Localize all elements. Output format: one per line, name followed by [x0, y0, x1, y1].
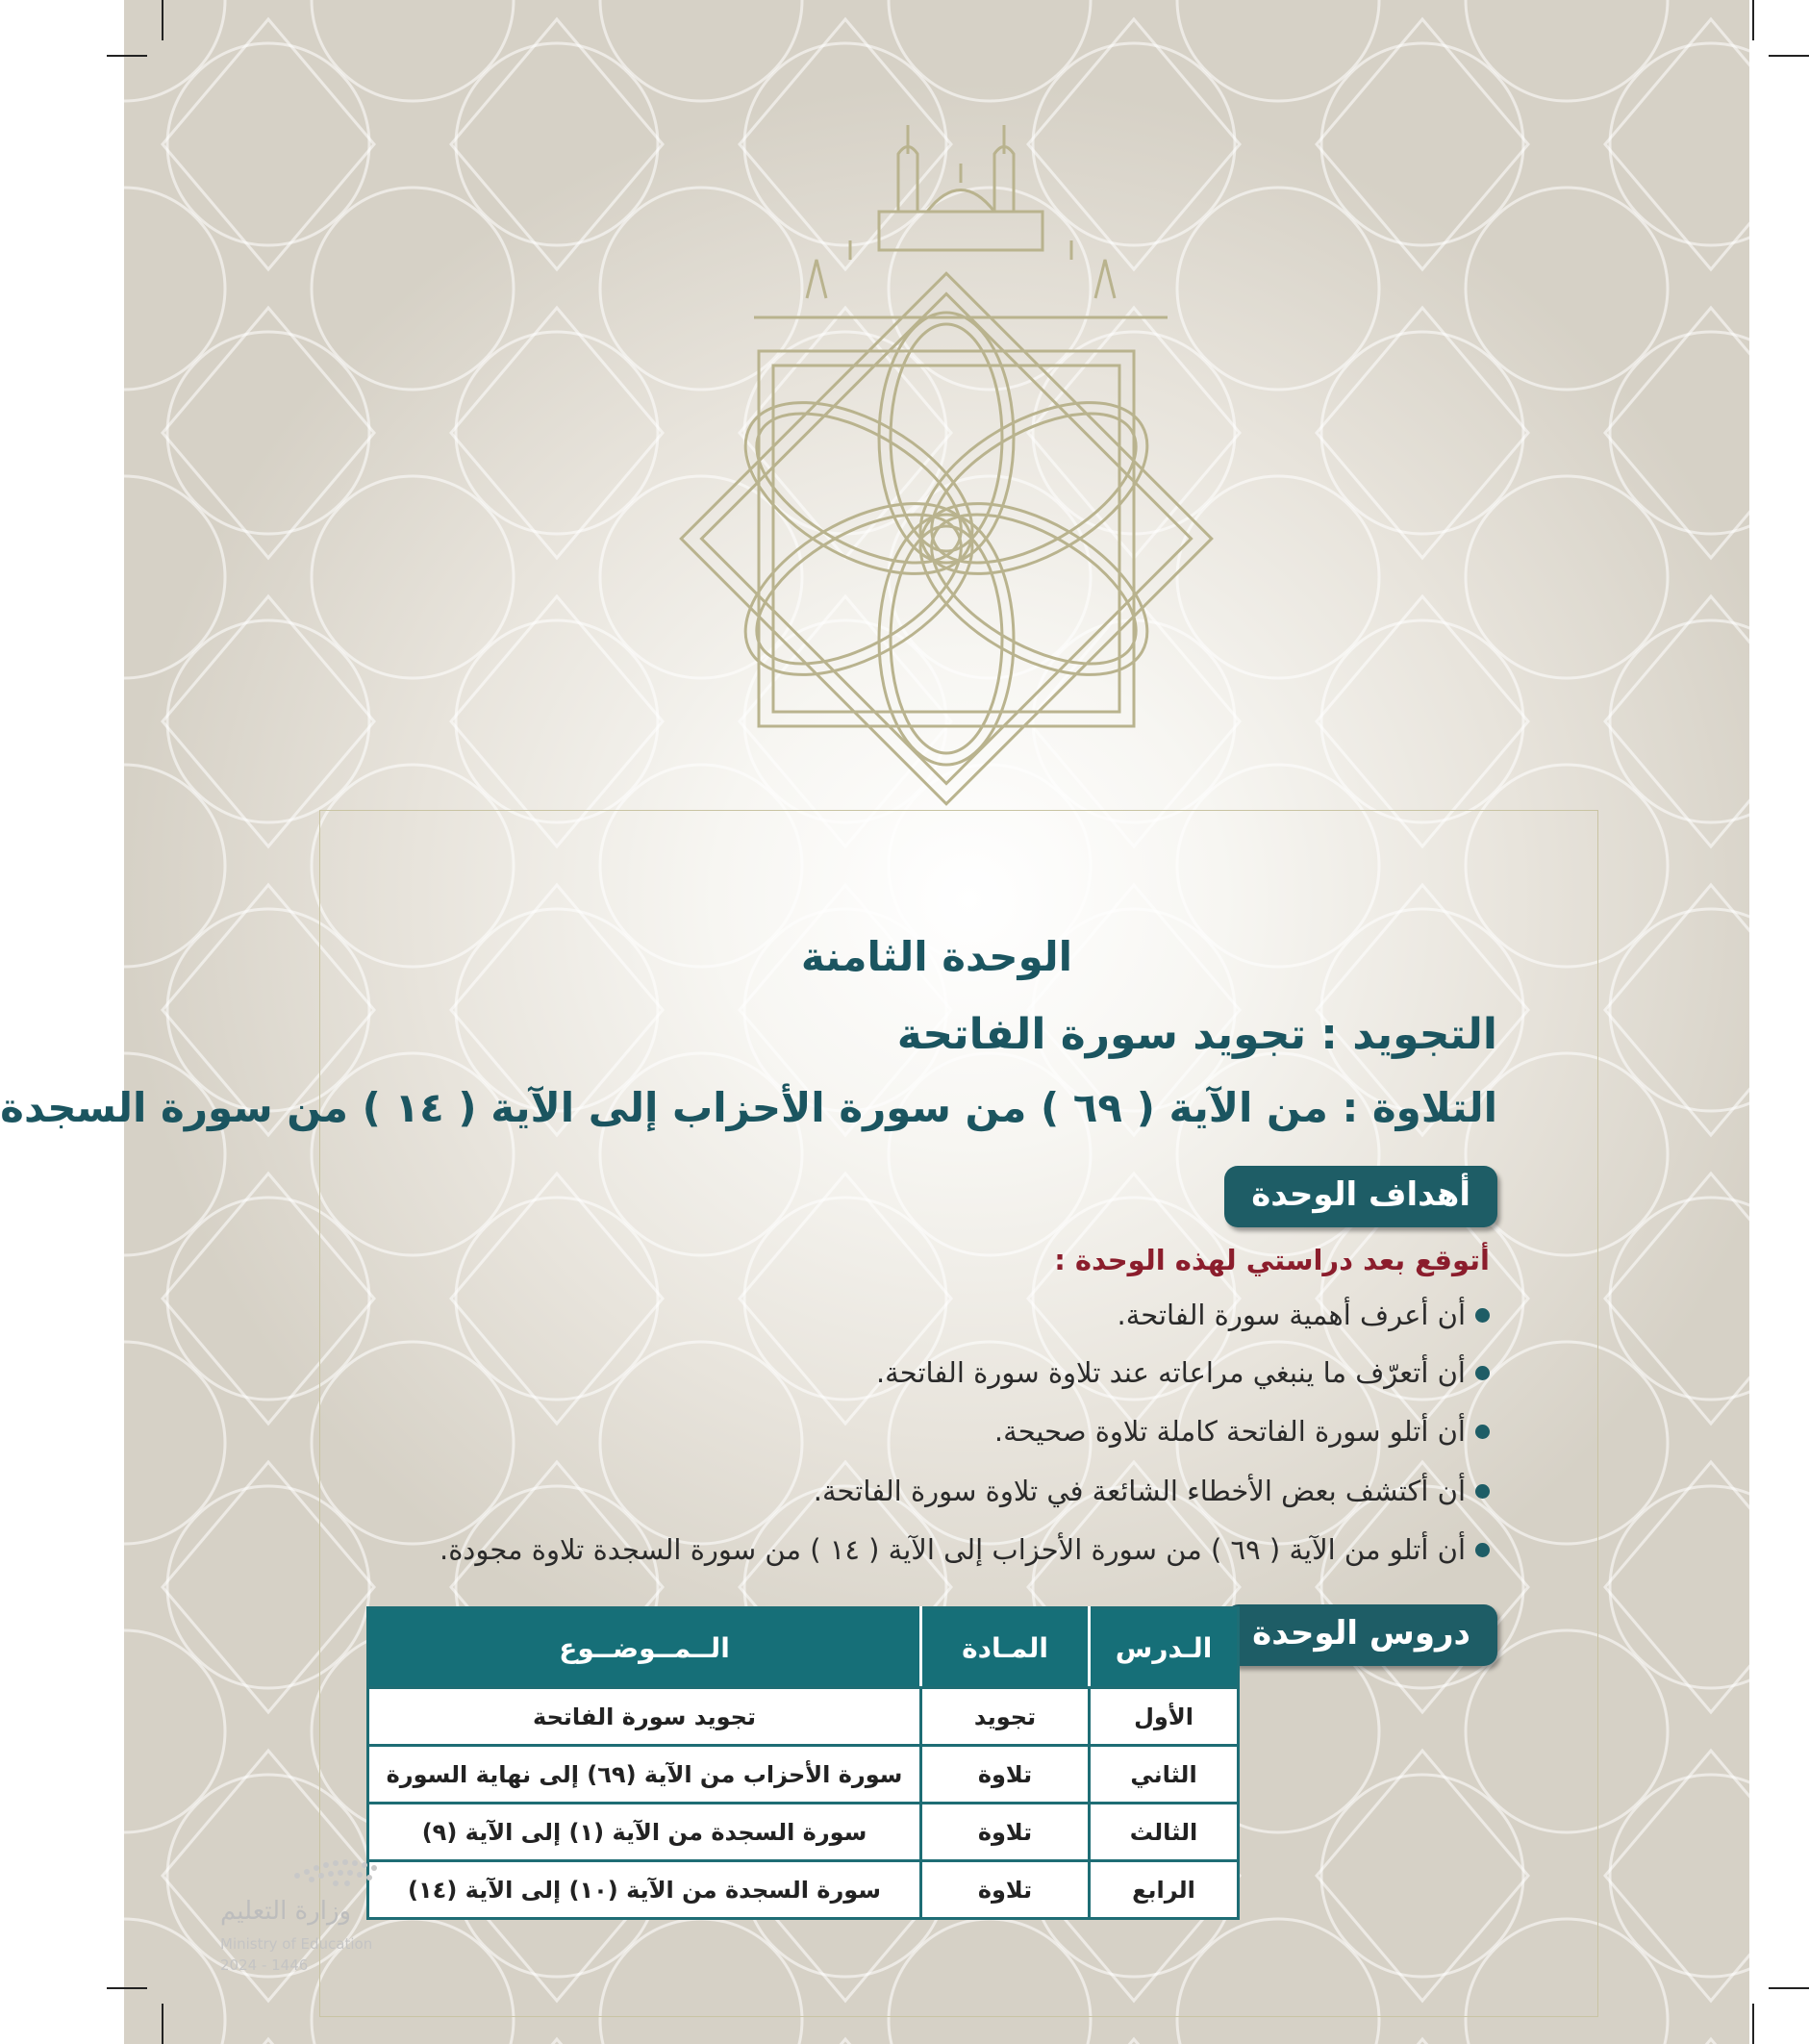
goal-text: أن أتعرّف ما ينبغي مراعاته عند تلاوة سورة الفاتحة.: [875, 1356, 1466, 1389]
crop-mark: [1752, 0, 1754, 40]
unit-tajweed-subtitle: التجويد : تجويد سورة الفاتحة: [896, 1010, 1497, 1059]
subject-cell: تجويد: [921, 1688, 1090, 1746]
topic-cell: سورة الأحزاب من الآية (٦٩) إلى نهاية السورة: [368, 1746, 921, 1804]
lesson-cell: الرابع: [1090, 1861, 1239, 1919]
table-header-row: [368, 1608, 1239, 1688]
goal-item: [876, 1356, 1490, 1389]
column-header-subject: المـادة: [921, 1608, 1090, 1688]
topic-cell: سورة السجدة من الآية (١) إلى الآية (٩): [368, 1804, 921, 1861]
subject-cell: تلاوة: [921, 1746, 1090, 1804]
mosque-star-ornament: [610, 115, 1283, 895]
lessons-table: [366, 1606, 1240, 1920]
table-row: [368, 1861, 1239, 1919]
crop-mark: [162, 0, 163, 40]
bullet-icon: [1475, 1484, 1490, 1499]
subject-cell: تلاوة: [921, 1861, 1090, 1919]
goal-text: أن أتلو سورة الفاتحة كاملة تلاوة صحيحة.: [993, 1415, 1466, 1448]
table-row: [368, 1804, 1239, 1861]
table-row: [368, 1688, 1239, 1746]
ministry-name-en: Ministry of Education: [220, 1935, 373, 1953]
goal-item: [1118, 1299, 1491, 1331]
goal-text: أن أعرف أهمية سورة الفاتحة.: [1117, 1299, 1466, 1331]
goal-item: [440, 1533, 1490, 1566]
crop-mark: [107, 1987, 147, 1989]
topic-cell: سورة السجدة من الآية (١٠) إلى الآية (١٤): [368, 1861, 921, 1919]
bullet-icon: [1475, 1425, 1490, 1439]
goal-item: [994, 1415, 1490, 1448]
crop-mark: [1769, 55, 1809, 57]
ministry-watermark-logo: [211, 1847, 403, 1991]
subject-cell: تلاوة: [921, 1804, 1090, 1861]
unit-tilawa-subtitle: التلاوة : من الآية ( ٦٩ ) من سورة الأحزاب إلى الآية ( ١٤ ) من سورة السجدة: [0, 1084, 1497, 1131]
goal-item: [814, 1475, 1490, 1507]
table-row: [368, 1746, 1239, 1804]
topic-cell: تجويد سورة الفاتحة: [368, 1688, 921, 1746]
crop-mark: [1769, 1987, 1809, 1989]
lesson-cell: الأول: [1090, 1688, 1239, 1746]
column-header-lesson: الـدرس: [1090, 1608, 1239, 1688]
crop-mark: [107, 55, 147, 57]
column-header-topic: الــمــوضــوع: [368, 1608, 921, 1688]
ministry-dots-icon: [278, 1847, 403, 1895]
bullet-icon: [1475, 1308, 1490, 1323]
goals-heading-badge: أهداف الوحدة: [1224, 1166, 1497, 1227]
goals-intro: أتوقع بعد دراستي لهذه الوحدة :: [1054, 1244, 1490, 1276]
crop-mark: [1752, 2004, 1754, 2044]
lesson-cell: الثالث: [1090, 1804, 1239, 1861]
lesson-cell: الثاني: [1090, 1746, 1239, 1804]
bullet-icon: [1475, 1366, 1490, 1380]
goal-text: أن أكتشف بعض الأخطاء الشائعة في تلاوة سورة الفاتحة.: [813, 1475, 1466, 1507]
lessons-heading-badge: دروس الوحدة: [1225, 1604, 1497, 1666]
crop-mark: [162, 2004, 163, 2044]
ministry-year: 2024 - 1446: [220, 1956, 309, 1974]
unit-title: الوحدة الثامنة: [800, 933, 1073, 980]
bullet-icon: [1475, 1543, 1490, 1557]
ministry-name-ar: وزارة التعليم: [220, 1897, 352, 1926]
goal-text: أن أتلو من الآية ( ٦٩ ) من سورة الأحزاب إلى الآية ( ١٤ ) من سورة السجدة تلاوة مجودة.: [440, 1533, 1466, 1566]
